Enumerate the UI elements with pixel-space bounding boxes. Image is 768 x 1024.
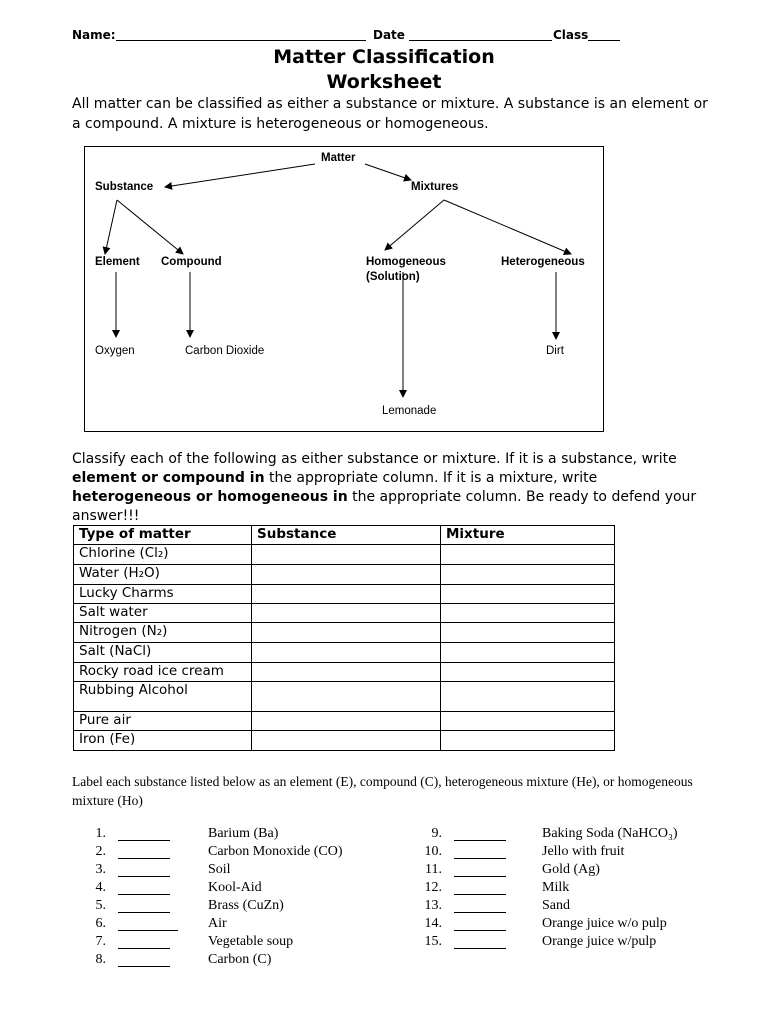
intro-text: All matter can be classified as either a substance or mixture. A substance is an element or a compound. A mixture is heterogeneous or homogeneous. <box>72 96 708 132</box>
item-number: 9. <box>431 826 442 841</box>
table-row <box>74 682 615 712</box>
answer-blank[interactable] <box>118 862 170 877</box>
date-line[interactable] <box>409 40 552 41</box>
item-name: Vegetable soup <box>208 934 294 949</box>
mixture-cell[interactable] <box>441 585 615 604</box>
item-name: Orange juice w/pulp <box>542 934 657 949</box>
table-row <box>74 585 615 604</box>
node-heterogeneous: Heterogeneous <box>501 256 585 268</box>
mixture-cell[interactable] <box>441 682 615 712</box>
row-label: Pure air <box>74 712 252 731</box>
answer-blank[interactable] <box>454 934 506 949</box>
substance-cell[interactable] <box>252 585 441 604</box>
item-number: 10. <box>424 844 442 859</box>
row-label: Salt (NaCl) <box>74 643 252 663</box>
row-label: Nitrogen (N₂) <box>74 623 252 643</box>
item-name: Brass (CuZn) <box>208 898 284 913</box>
label-list-left <box>72 826 402 976</box>
substance-cell[interactable] <box>252 731 441 751</box>
row-label: Chlorine (Cl₂) <box>74 545 252 565</box>
item-name: Kool-Aid <box>208 880 262 895</box>
node-mixtures: Mixtures <box>411 181 459 193</box>
item-name: Gold (Ag) <box>542 862 600 877</box>
node-dirt: Dirt <box>546 345 564 357</box>
diagram-arrows <box>85 147 605 433</box>
item-number: 15. <box>424 934 442 949</box>
row-label: Rocky road ice cream <box>74 663 252 682</box>
item-name: Carbon Monoxide (CO) <box>208 844 343 859</box>
classify-text-1: Classify each of the following as either substance or mixture. If it is a substance, write <box>72 451 677 467</box>
item-number: 4. <box>95 880 106 895</box>
table-row <box>74 712 615 731</box>
page-subtitle: Worksheet <box>326 71 442 93</box>
date-field[interactable] <box>373 28 552 42</box>
item-number: 12. <box>424 880 442 895</box>
label-list-right <box>408 826 708 966</box>
matter-table <box>73 525 615 751</box>
row-label: Water (H₂O) <box>74 565 252 585</box>
substance-cell[interactable] <box>252 682 441 712</box>
answer-blank[interactable] <box>454 826 506 841</box>
row-label: Salt water <box>74 604 252 623</box>
node-compound: Compound <box>161 256 222 268</box>
mixture-cell[interactable] <box>441 643 615 663</box>
item-number: 6. <box>95 916 106 931</box>
item-name: Orange juice w/o pulp <box>542 916 667 931</box>
mixture-cell[interactable] <box>441 663 615 682</box>
header-mixture: Mixture <box>441 526 615 545</box>
answer-blank[interactable] <box>454 844 506 859</box>
header-substance: Substance <box>252 526 441 545</box>
substance-cell[interactable] <box>252 712 441 731</box>
item-number: 3. <box>95 862 106 877</box>
answer-blank[interactable] <box>454 880 506 895</box>
date-label: Date <box>373 28 405 42</box>
answer-blank[interactable] <box>454 862 506 877</box>
name-line[interactable] <box>116 40 366 41</box>
page-title: Matter Classification <box>273 46 495 68</box>
label-instructions: Label each substance listed below as an element (E), compound (C), heterogeneous mixture (He), or homogeneous mixture (Ho) <box>72 774 693 808</box>
answer-blank[interactable] <box>118 880 170 895</box>
table-row <box>74 643 615 663</box>
substance-cell[interactable] <box>252 663 441 682</box>
class-label: Class <box>553 28 589 42</box>
answer-blank[interactable] <box>118 826 170 841</box>
answer-blank[interactable] <box>118 952 170 967</box>
item-name: Soil <box>208 862 231 877</box>
table-header-row <box>74 526 615 545</box>
answer-blank[interactable] <box>118 916 178 931</box>
row-label: Lucky Charms <box>74 585 252 604</box>
name-label: Name: <box>72 28 116 42</box>
item-number: 13. <box>424 898 442 913</box>
item-name: Air <box>208 916 227 931</box>
mixture-cell[interactable] <box>441 623 615 643</box>
answer-blank[interactable] <box>118 898 170 913</box>
substance-cell[interactable] <box>252 643 441 663</box>
answer-blank[interactable] <box>118 844 170 859</box>
classify-instructions <box>72 450 712 526</box>
mixture-cell[interactable] <box>441 604 615 623</box>
item-number: 5. <box>95 898 106 913</box>
node-lemonade: Lemonade <box>382 405 437 417</box>
item-name: Milk <box>542 880 570 895</box>
classify-text-3: the appropriate column. Be ready to defend your answer!!! <box>72 489 697 524</box>
item-number: 2. <box>95 844 106 859</box>
node-substance: Substance <box>95 181 154 193</box>
node-oxygen: Oxygen <box>95 345 135 357</box>
substance-cell[interactable] <box>252 604 441 623</box>
table-row <box>74 565 615 585</box>
row-label: Iron (Fe) <box>74 731 252 751</box>
item-name: Jello with fruit <box>542 844 625 859</box>
class-line[interactable] <box>588 40 620 41</box>
mixture-cell[interactable] <box>441 545 615 565</box>
answer-blank[interactable] <box>454 916 506 931</box>
substance-cell[interactable] <box>252 565 441 585</box>
table-row <box>74 731 615 751</box>
mixture-cell[interactable] <box>441 565 615 585</box>
table-row <box>74 663 615 682</box>
item-name: Carbon (C) <box>208 952 272 967</box>
node-carbon-dioxide: Carbon Dioxide <box>185 345 265 357</box>
item-name: Baking Soda (NaHCO₃) <box>542 826 678 841</box>
node-solution: (Solution) <box>366 271 420 283</box>
name-field[interactable] <box>72 28 366 42</box>
substance-cell[interactable] <box>252 623 441 643</box>
item-number: 11. <box>425 862 442 877</box>
header-type-of-matter: Type of matter <box>74 526 252 545</box>
table-row <box>74 604 615 623</box>
mixture-cell[interactable] <box>441 712 615 731</box>
classify-bold-1: element or compound in <box>72 470 265 486</box>
node-element: Element <box>95 256 140 268</box>
classify-bold-2: heterogeneous or homogeneous in <box>72 489 348 505</box>
node-homogeneous: Homogeneous <box>366 256 446 268</box>
answer-blank[interactable] <box>454 898 506 913</box>
classify-text-2: the appropriate column. If it is a mixture, write <box>264 470 598 486</box>
node-matter: Matter <box>321 152 356 164</box>
item-number: 8. <box>95 952 106 967</box>
classification-diagram <box>84 146 604 432</box>
mixture-cell[interactable] <box>441 731 615 751</box>
row-label: Rubbing Alcohol <box>74 682 252 712</box>
table-row <box>74 545 615 565</box>
answer-blank[interactable] <box>118 934 170 949</box>
substance-cell[interactable] <box>252 545 441 565</box>
class-field[interactable] <box>553 28 620 42</box>
item-name: Barium (Ba) <box>208 826 279 841</box>
item-number: 14. <box>424 916 442 931</box>
item-name: Sand <box>542 898 570 913</box>
item-number: 7. <box>95 934 106 949</box>
item-number: 1. <box>95 826 106 841</box>
table-row <box>74 623 615 643</box>
